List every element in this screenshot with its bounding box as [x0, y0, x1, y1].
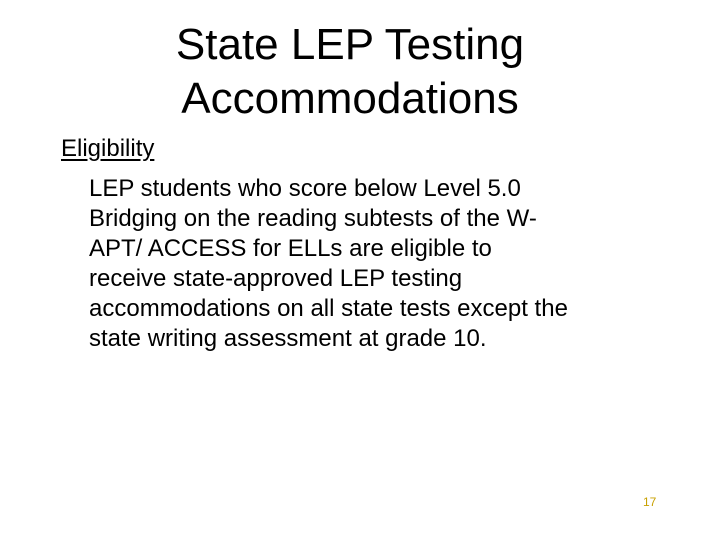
paragraph-line-1: LEP students who score below Level 5.0	[89, 175, 521, 202]
slide-title-line-2: Accommodations	[181, 74, 519, 123]
paragraph-line-6: state writing assessment at grade 10.	[89, 325, 487, 352]
paragraph-line-2: Bridging on the reading subtests of the W-	[89, 205, 537, 232]
slide-title-line-1: State LEP Testing	[175, 20, 525, 69]
page-number: 17	[643, 495, 657, 509]
paragraph-line-3: APT/ ACCESS for ELLs are eligible to	[89, 235, 492, 262]
eligibility-heading: Eligibility	[61, 135, 155, 162]
paragraph-line-5: accommodations on all state tests except the	[89, 295, 568, 322]
paragraph-line-4: receive state-approved LEP testing	[89, 265, 463, 292]
eligibility-paragraph	[89, 174, 699, 354]
slide-title	[80, 18, 620, 126]
